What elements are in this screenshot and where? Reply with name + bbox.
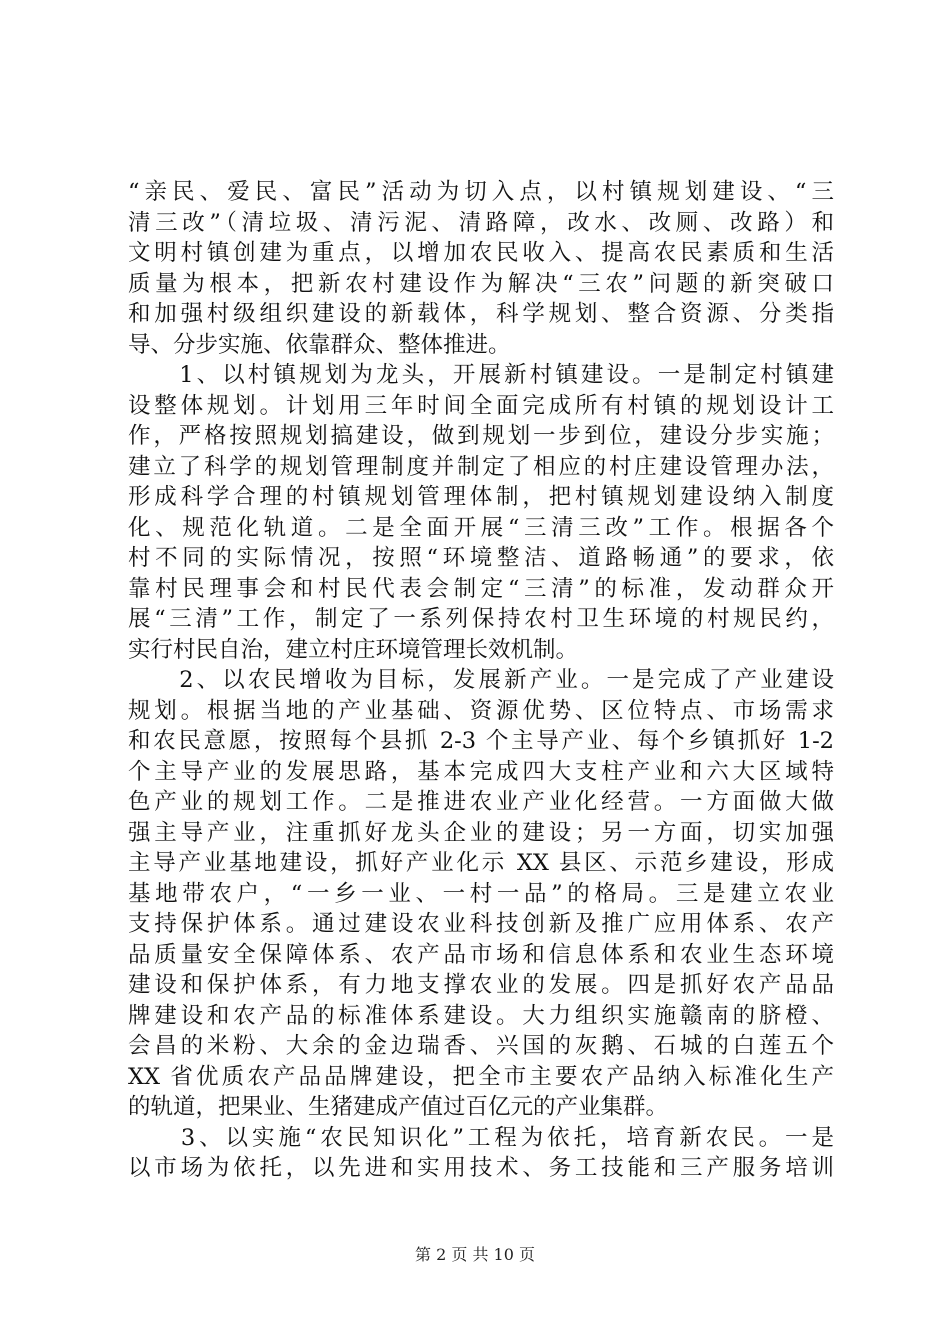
text-line: “亲民、爱民、富民”活动为切入点，以村镇规划建设、“三 — [128, 179, 834, 205]
text-line: 基地带农户，“一乡一业、一村一品”的格局。三是建立农业 — [128, 880, 834, 907]
text-line: 质量为根本，把新农村建设作为解决“三农”问题的新突破口 — [128, 270, 834, 297]
text-line: 形成科学合理的村镇规划管理体制，把村镇规划建设纳入制度 — [128, 484, 834, 510]
page-footer: 第 2 页 共 10 页 — [415, 1245, 535, 1264]
text-line: 个主导产业的发展思路，基本完成四大支柱产业和六大区域特 — [128, 758, 834, 785]
text-line: 主导产业基地建设，抓好产业化示 XX 县区、示范乡建设，形成 — [128, 850, 834, 876]
text-line: 设整体规划。计划用三年时间全面完成所有村镇的规划设计工 — [128, 392, 834, 419]
text-line: 文明村镇创建为重点，以增加农民收入、提高农民素质和生活 — [128, 240, 834, 266]
text-line: 村不同的实际情况，按照“环境整洁、道路畅通”的要求，依 — [128, 545, 834, 571]
text-line: 导、分步实施、依靠群众、整体推进。 — [128, 331, 511, 358]
text-line: 化、规范化轨道。二是全面开展“三清三改”工作。根据各个 — [128, 514, 834, 541]
text-line: 建立了科学的规划管理制度并制定了相应的村庄建设管理办法， — [128, 453, 834, 480]
text-line: 1、以村镇规划为龙头，开展新村镇建设。一是制定村镇建 — [128, 362, 834, 388]
text-line: 会昌的米粉、大余的金边瑞香、兴国的灰鹅、石城的白莲五个 — [128, 1033, 834, 1059]
text-line: 色产业的规划工作。二是推进农业产业化经营。一方面做大做 — [128, 789, 834, 815]
text-line: 品质量安全保障体系、农产品市场和信息体系和农业生态环境 — [128, 941, 834, 968]
text-line: 的轨道，把果业、生猪建成产值过百亿元的产业集群。 — [128, 1094, 669, 1120]
text-line: 和加强村级组织建设的新载体，科学规划、整合资源、分类指 — [128, 301, 834, 327]
text-line: 和农民意愿，按照每个县抓 2-3 个主导产业、每个乡镇抓好 1-2 — [128, 728, 834, 754]
text-line: 实行村民自治，建立村庄环境管理长效机制。 — [128, 636, 579, 663]
text-line: XX 省优质农产品品牌建设，把全市主要农产品纳入标准化生产 — [128, 1063, 834, 1090]
text-line: 2、以农民增收为目标，发展新产业。一是完成了产业建设 — [128, 667, 834, 693]
text-line: 3、以实施“农民知识化”工程为依托，培育新农民。一是 — [128, 1124, 834, 1151]
text-line: 作，严格按照规划搞建设，做到规划一步到位，建设分步实施； — [128, 423, 834, 449]
text-line: 建设和保护体系，有力地支撑农业的发展。四是抓好农产品品 — [128, 972, 834, 998]
text-line: 以市场为依托，以先进和实用技术、务工技能和三产服务培训 — [128, 1155, 834, 1181]
text-line: 支持保护体系。通过建设农业科技创新及推广应用体系、农产 — [128, 911, 834, 937]
body-text — [128, 177, 834, 1184]
text-line: 展“三清”工作，制定了一系列保持农村卫生环境的村规民约， — [128, 606, 834, 632]
text-line: 强主导产业，注重抓好龙头企业的建设；另一方面，切实加强 — [128, 819, 834, 846]
text-line: 规划。根据当地的产业基础、资源优势、区位特点、市场需求 — [128, 697, 834, 724]
text-line: 牌建设和农产品的标准体系建设。大力组织实施赣南的脐橙、 — [128, 1002, 834, 1029]
text-line: 清三改”（清垃圾、清污泥、清路障，改水、改厕、改路）和 — [128, 209, 834, 236]
text-line: 靠村民理事会和村民代表会制定“三清”的标准，发动群众开 — [128, 575, 834, 602]
